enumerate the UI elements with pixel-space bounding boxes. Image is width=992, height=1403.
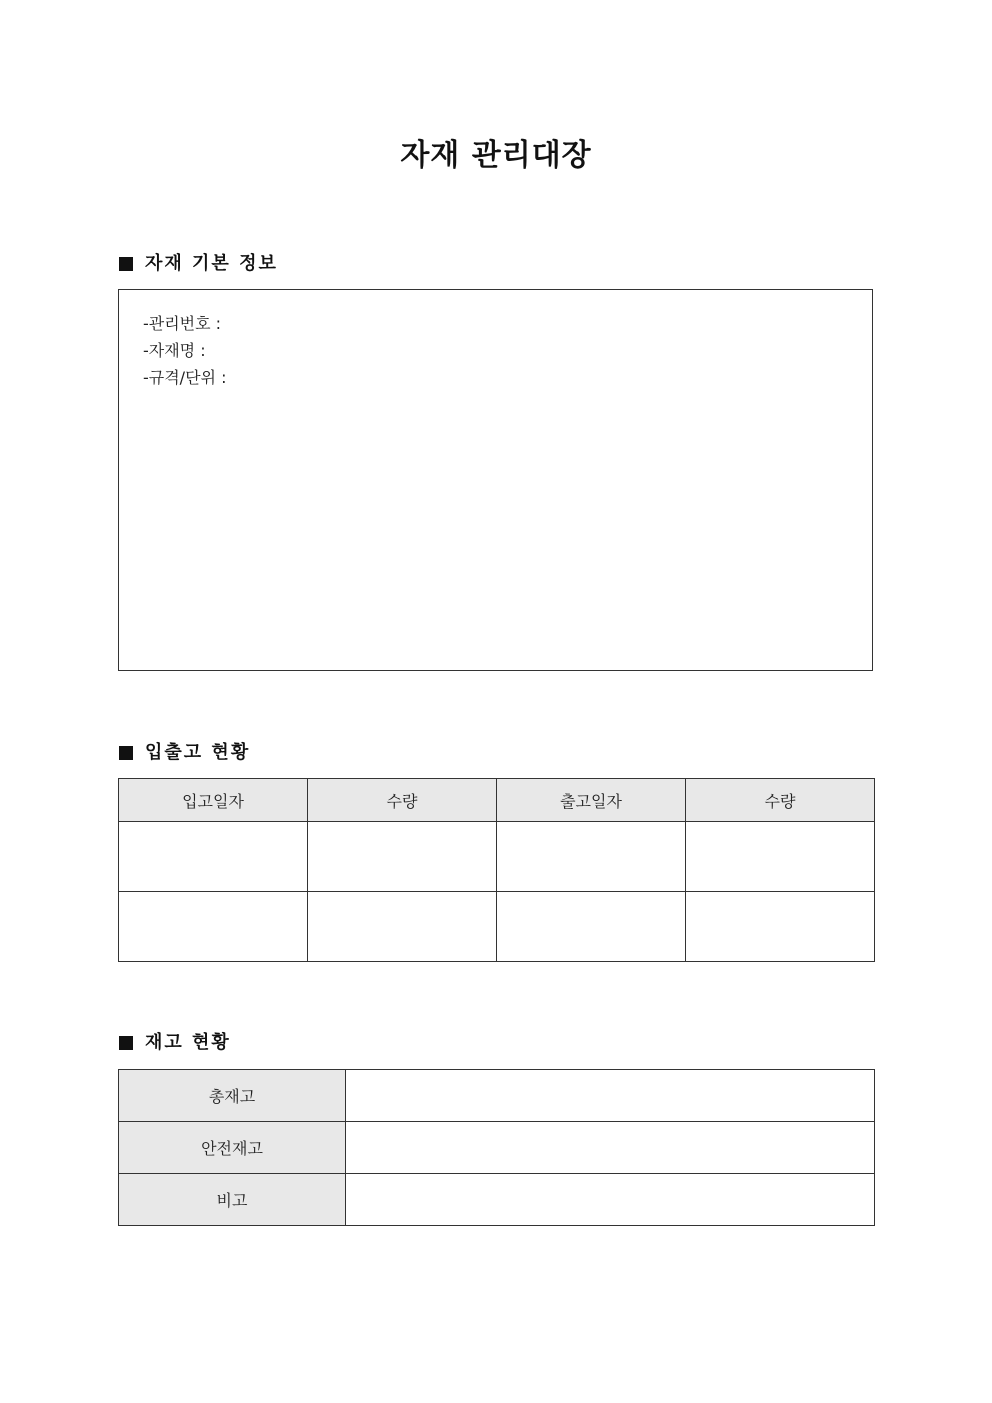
table-cell[interactable]	[119, 892, 308, 962]
table-row	[119, 1122, 875, 1174]
table-cell[interactable]	[686, 822, 875, 892]
table-cell[interactable]	[308, 822, 497, 892]
section-heading-label: 자재 기본 정보	[145, 253, 278, 274]
row-value-safety-stock[interactable]	[346, 1122, 875, 1174]
section-heading-label: 재고 현황	[145, 1032, 231, 1053]
table-row	[119, 892, 875, 962]
row-label-remarks: 비고	[119, 1174, 346, 1226]
info-line-material-name: -자재명 :	[143, 341, 206, 360]
table-cell[interactable]	[119, 822, 308, 892]
square-bullet-icon	[119, 257, 133, 271]
basic-info-box	[118, 289, 873, 671]
stock-table	[118, 1069, 875, 1226]
table-row	[119, 1174, 875, 1226]
table-row	[119, 822, 875, 892]
table-cell[interactable]	[497, 822, 686, 892]
info-line-spec-unit: -규격/단위 :	[143, 368, 227, 387]
row-value-remarks[interactable]	[346, 1174, 875, 1226]
row-label-total-stock: 총재고	[119, 1070, 346, 1122]
table-cell[interactable]	[308, 892, 497, 962]
section-heading-in-out-status	[119, 740, 250, 766]
table-cell[interactable]	[497, 892, 686, 962]
row-value-total-stock[interactable]	[346, 1070, 875, 1122]
row-label-safety-stock: 안전재고	[119, 1122, 346, 1174]
square-bullet-icon	[119, 1036, 133, 1050]
table-header-row	[119, 779, 875, 822]
in-out-table	[118, 778, 875, 962]
info-line-management-number: -관리번호 :	[143, 314, 222, 333]
section-heading-basic-info	[119, 251, 278, 277]
section-heading-stock-status	[119, 1030, 231, 1056]
table-row	[119, 1070, 875, 1122]
column-header-in-date: 입고일자	[119, 779, 308, 822]
column-header-in-quantity: 수량	[308, 779, 497, 822]
page-title: 자재 관리대장	[400, 138, 592, 173]
square-bullet-icon	[119, 746, 133, 760]
column-header-out-date: 출고일자	[497, 779, 686, 822]
section-heading-label: 입출고 현황	[145, 742, 251, 763]
column-header-out-quantity: 수량	[686, 779, 875, 822]
table-cell[interactable]	[686, 892, 875, 962]
